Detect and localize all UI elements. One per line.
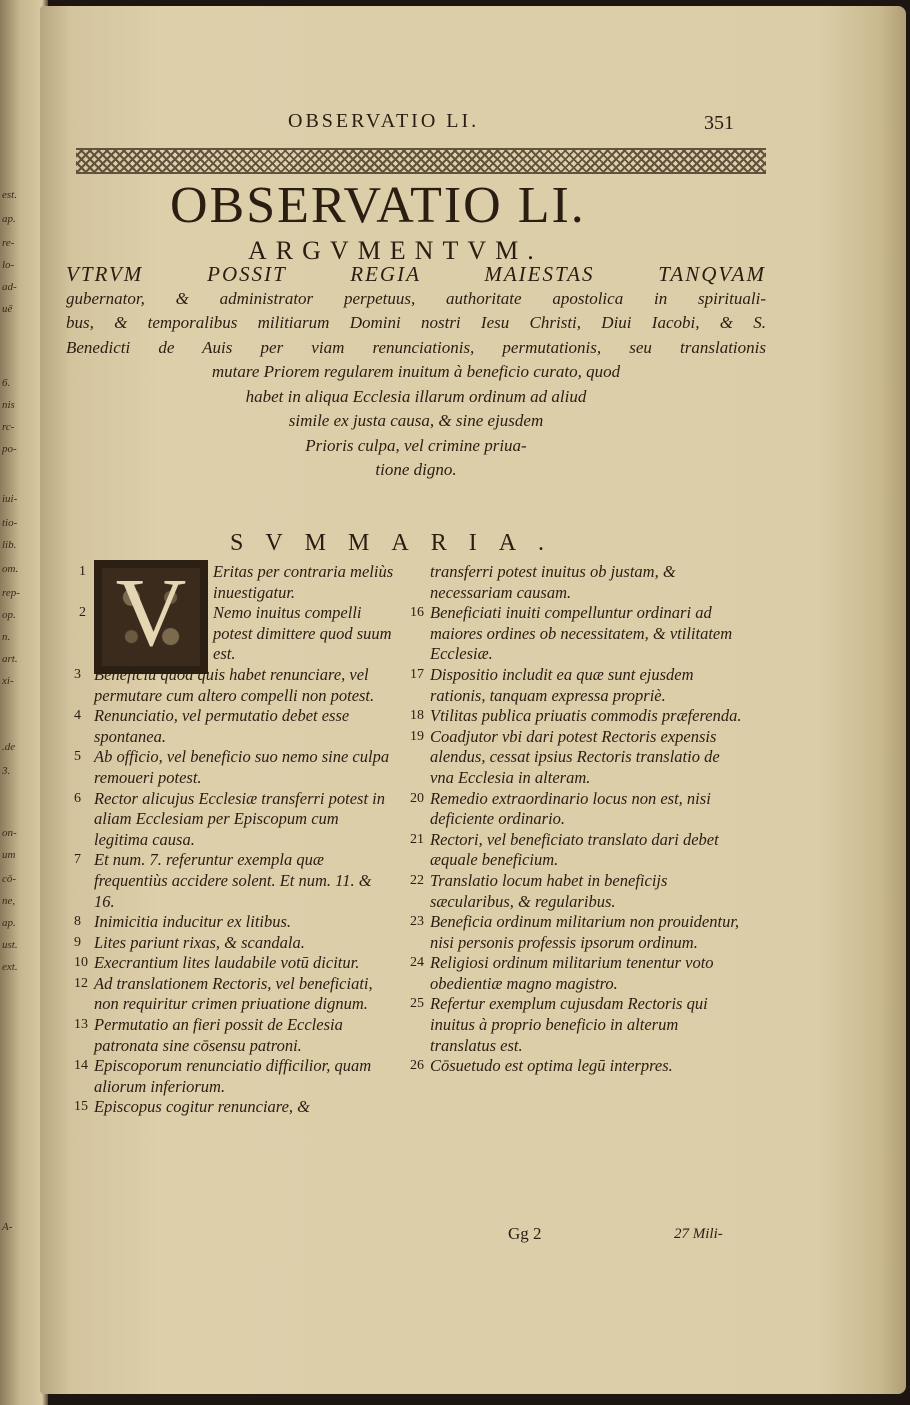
argument-lead: VTRVM POSSIT REGIA MAIESTAS TANQVAM [66, 262, 766, 286]
summary-entry [412, 727, 742, 789]
margin-fragment: um [2, 849, 16, 861]
margin-fragment: op. [2, 609, 16, 621]
margin-fragment: re- [2, 237, 15, 249]
ornament-band [76, 148, 766, 174]
summary-entry [412, 603, 742, 665]
margin-fragment: nis [2, 399, 15, 411]
entry-number: 24 [410, 955, 424, 971]
summary-entry [412, 1056, 742, 1077]
summary-entry [76, 1097, 394, 1118]
entry-number: 10 [74, 955, 88, 971]
entry-text: Refertur exemplum cujusdam Rectoris qui inuitus à proprio beneficio in alterum translatus est. [430, 994, 708, 1055]
argument-line: Benedicti de Auis per viam renunciationis, permutationis, seu translationis [66, 337, 766, 357]
argument-line: gubernator, & administrator perpetuus, authoritate apostolica in spirituali- [66, 288, 766, 308]
summary-entry [79, 562, 394, 603]
margin-fragment: n. [2, 631, 11, 643]
entry-text: Ad translationem Rectoris, vel beneficiati, non requiritur crimen priuatione dignum. [94, 973, 373, 1014]
margin-fragment: po- [2, 443, 17, 455]
entry-number: 14 [74, 1058, 88, 1074]
running-head: OBSERVATIO LI. [288, 110, 480, 132]
argument-line: habet in aliqua Ecclesia illarum ordinum ad aliud [245, 386, 587, 406]
argument-line: bus, & temporalibus militiarum Domini nostri Iesu Christi, Diui Iacobi, & S. [66, 313, 766, 332]
entry-number: 2 [79, 605, 86, 621]
margin-fragment: est. [2, 189, 17, 201]
summary-entry [76, 953, 394, 974]
entry-number: 22 [410, 872, 424, 888]
signature-mark: Gg 2 [508, 1224, 542, 1243]
summary-entry [412, 665, 742, 706]
summary-entry [412, 562, 742, 603]
entry-text: Rectori, vel beneficiato translato dari debet æquale beneficium. [430, 829, 719, 870]
entry-text: Remedio extraordinario locus non est, nisi deficiente ordinario. [430, 788, 711, 829]
summary-column-right [412, 562, 742, 1077]
summary-entry [76, 1056, 394, 1097]
entry-number: 19 [410, 728, 424, 744]
margin-fragment: 3. [2, 765, 11, 777]
page-number: 351 [704, 112, 734, 134]
entry-text: Lites pariunt rixas, & scandala. [94, 932, 305, 952]
margin-fragment: om. [2, 563, 19, 575]
argumentum-heading: ARGVMENTVM. [248, 236, 543, 265]
summaria-heading: SVMMARIA. [230, 530, 567, 556]
entry-text: Cōsuetudo est optima legū interpres. [430, 1056, 673, 1076]
summary-entry [76, 789, 394, 851]
entry-number: 1 [79, 564, 86, 579]
margin-fragment: A- [2, 1221, 13, 1233]
margin-fragment: ad- [2, 281, 17, 293]
margin-fragment: art. [2, 653, 18, 665]
argument-line: tione digno. [375, 460, 457, 479]
summary-entry [412, 789, 742, 830]
entry-text: Beneficiati inuiti compelluntur ordinari ad maiores ordines ob necessitatem, & vtilitatem Ecclesiæ. [430, 603, 733, 664]
margin-fragment: lo- [2, 259, 15, 271]
summary-entry [76, 974, 394, 1015]
argument-line: simile ex justa causa, & sine ejusdem [288, 411, 544, 430]
entry-text: Eritas per contraria meliùs inuestigatur. [213, 562, 394, 602]
margin-fragment: ust. [2, 939, 18, 951]
margin-fragment: ext. [2, 961, 18, 973]
argument-line: Prioris culpa, vel crimine priua- [305, 435, 527, 455]
entry-number: 12 [74, 975, 88, 991]
entry-number: 3 [74, 666, 81, 682]
summary-entry [412, 912, 742, 953]
entry-number: 17 [410, 666, 424, 682]
summary-column-left [76, 562, 394, 1118]
margin-fragment: rep- [2, 587, 20, 599]
entry-number: 8 [74, 914, 81, 930]
margin-fragment: ap. [2, 213, 16, 225]
entry-number: 5 [74, 749, 81, 765]
margin-fragment: xi- [2, 675, 14, 687]
summary-entry [412, 706, 742, 727]
margin-fragment: uē [2, 303, 13, 315]
entry-text: Vtilitas publica priuatis commodis præferenda. [430, 706, 742, 726]
entry-text: Coadjutor vbi dari potest Rectoris expensis alendus, cessat ipsius Rectoris translatio de vna Ecclesia in alteram. [430, 726, 720, 787]
summary-entry [412, 994, 742, 1056]
argument-text [66, 262, 766, 483]
entry-number: 20 [410, 790, 424, 806]
entry-text: Inimicitia inducitur ex litibus. [94, 912, 292, 932]
entry-text: Renunciatio, vel permutatio debet esse spontanea. [94, 706, 350, 746]
entry-text: Et num. 7. referuntur exempla quæ frequentiùs accidere solent. Et num. 11. & 16. [94, 850, 372, 911]
entry-number: 23 [410, 914, 424, 930]
entry-number: 21 [410, 831, 424, 847]
summary-entry [76, 706, 394, 747]
summary-entry [76, 850, 394, 912]
entry-number: 6 [74, 790, 81, 806]
entry-number: 16 [410, 605, 424, 621]
margin-fragment: cō- [2, 873, 17, 885]
summary-entry [76, 665, 394, 706]
entry-text: Execrantium lites laudabile votū dicitur. [94, 953, 360, 973]
entry-number: 15 [74, 1099, 88, 1115]
entry-number: 18 [410, 708, 424, 724]
entry-text: transferri potest inuitus ob justam, & necessariam causam. [430, 562, 676, 602]
entry-number: 26 [410, 1058, 424, 1074]
margin-fragment: 6. [2, 377, 11, 389]
margin-fragment: ne, [2, 895, 16, 907]
catchword: 27 Mili- [674, 1226, 723, 1242]
entry-number: 4 [74, 708, 81, 724]
margin-fragment: on- [2, 827, 17, 839]
entry-number: 13 [74, 1017, 88, 1033]
entry-text: Rector alicujus Ecclesiæ transferri potest in aliam Ecclesiam per Episcopum cum legitima causa. [94, 788, 386, 849]
summary-entry [79, 603, 394, 665]
initial-letter: V [115, 559, 187, 667]
summary-entry [76, 1015, 394, 1056]
margin-fragment: lib. [2, 539, 17, 551]
margin-fragment: iui- [2, 493, 18, 505]
summary-entry [76, 747, 394, 788]
margin-fragment: ap. [2, 917, 16, 929]
margin-fragment: .de [2, 741, 16, 753]
entry-text: Nemo inuitus compelli potest dimittere quod suum est. [213, 603, 392, 664]
entry-text: Translatio locum habet in beneficijs sæcularibus, & regularibus. [430, 870, 668, 911]
page-title: OBSERVATIO LI. [170, 177, 586, 234]
summary-entry [76, 912, 394, 933]
entry-number: 7 [74, 852, 81, 868]
entry-text: Beneficiū quod quis habet renunciare, vel permutare cum altero compelli non potest. [94, 664, 375, 705]
summary-entry [76, 933, 394, 954]
summary-entry [412, 871, 742, 912]
argument-line: mutare Priorem regularem inuitum à beneficio curato, quod [211, 362, 621, 381]
margin-fragment: tio- [2, 517, 18, 529]
entry-text: Episcopus cogitur renunciare, & [94, 1097, 310, 1117]
entry-number: 9 [74, 934, 81, 950]
entry-text: Dispositio includit ea quæ sunt ejusdem rationis, tanquam expressa propriè. [430, 664, 694, 705]
entry-number: 25 [410, 996, 424, 1012]
entry-text: Beneficia ordinum militarium non prouidentur, nisi personis professis ipsorum ordinum. [430, 912, 740, 952]
margin-fragment: rc- [2, 421, 15, 433]
entry-text: Ab officio, vel beneficio suo nemo sine culpa remoueri potest. [94, 747, 390, 787]
entry-text: Permutatio an fieri possit de Ecclesia patronata sine cōsensu patroni. [94, 1015, 343, 1055]
entry-text: Episcoporum renunciatio difficilior, quam aliorum inferiorum. [94, 1056, 372, 1096]
summary-entry [412, 953, 742, 994]
entry-text: Religiosi ordinum militarium tenentur voto obedientiæ magno magistro. [430, 953, 714, 993]
summary-entry [412, 830, 742, 871]
